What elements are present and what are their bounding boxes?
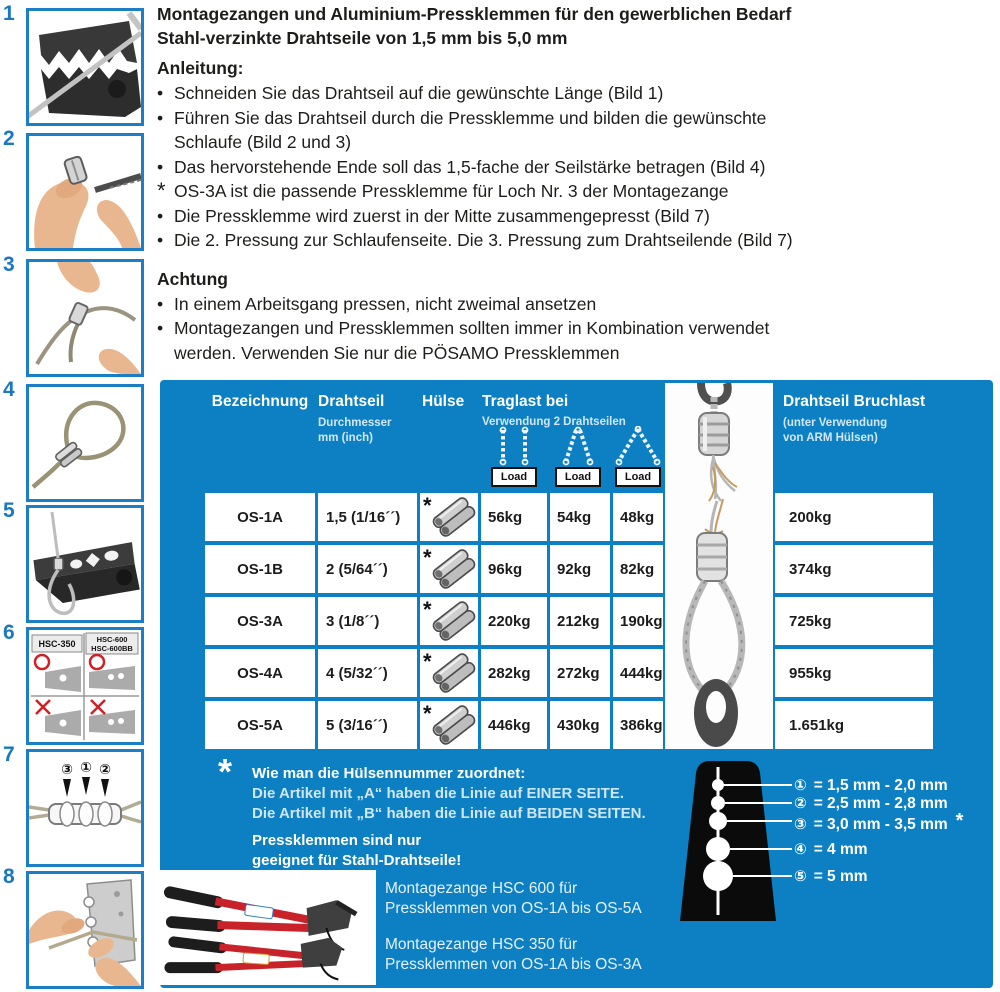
cell-diameter: 2 (5/64´´)	[318, 545, 417, 593]
hands-gauge-plate-icon	[29, 874, 141, 986]
bullet-item	[157, 81, 897, 106]
hole-legend-item-4	[794, 840, 868, 859]
bullet-marker: •	[157, 156, 164, 177]
cell-name: OS-1B	[205, 545, 315, 593]
page-title-line1: Montagezangen und Aluminium-Pressklemmen für den gewerblichen Bedarf	[157, 4, 792, 24]
footnote-line5: geeignet für Stahl-Drahtseile!	[252, 852, 462, 869]
column-subheader-durchmesser: Durchmesser	[318, 417, 392, 429]
bullet-marker: •	[157, 230, 164, 250]
bullet-item	[157, 316, 897, 365]
load-label: Load	[615, 467, 661, 487]
circled-number-1: ①	[794, 777, 807, 794]
bullet-text: Das hervorstehende Ende soll das 1,5-fache der Seilstärke betragen (Bild 4)	[174, 156, 766, 177]
load-chains-wide-angle-icon	[610, 426, 666, 487]
tool-text-hsc600-line2: Pressklemmen von OS-1A bis OS-5A	[385, 900, 642, 917]
cell-bruchlast: 200kg	[775, 493, 933, 541]
step-number-7: 7	[3, 743, 15, 766]
hole-size-text: = 4 mm	[813, 841, 868, 858]
ferrule-icon	[432, 702, 477, 748]
cell-load2: 272kg	[550, 649, 610, 697]
column-header-drahtseil: Drahtseil	[318, 393, 385, 410]
huelse-asterisk: *	[423, 701, 432, 726]
bullet-marker: •	[157, 107, 164, 128]
column-header-huelse: Hülse	[422, 393, 465, 410]
cell-load1: 446kg	[481, 701, 547, 749]
achtung-heading: Achtung	[157, 268, 228, 289]
cell-name: OS-3A	[205, 597, 315, 645]
cell-bruchlast: 955kg	[775, 649, 933, 697]
bullet-text: Schlaufe (Bild 2 und 3)	[174, 132, 352, 152]
ok-circle-mark	[35, 655, 49, 669]
bullet-item-asterisk	[157, 179, 897, 204]
footnote-line3: Die Artikel mit „B“ haben die Linie auf BEIDEN SEITEN.	[252, 805, 646, 822]
footnote-line1: Wie man die Hülsennummer zuordnet:	[252, 765, 526, 782]
cell-bruchlast: 1.651kg	[775, 701, 933, 749]
step-photo-6-tool-comparison	[26, 627, 144, 745]
cell-load1: 96kg	[481, 545, 547, 593]
cell-huelse	[420, 597, 478, 645]
x-mark	[91, 700, 105, 714]
hsc-600-label: HSC-600	[96, 635, 128, 644]
x-mark	[36, 700, 50, 714]
cell-load2: 430kg	[550, 701, 610, 749]
step-number-1: 1	[3, 2, 15, 25]
step-photo-1-cutting-wire	[26, 8, 144, 126]
press-order-1: ①	[80, 759, 92, 775]
cell-load2: 54kg	[550, 493, 610, 541]
bullet-marker: •	[157, 83, 164, 103]
montagezangen-icon	[160, 870, 376, 985]
bullet-marker: •	[157, 318, 164, 338]
circled-number-2: ②	[794, 795, 807, 812]
cell-load3: 82kg	[613, 545, 663, 593]
hands-loop-icon	[29, 262, 141, 374]
press-order-3: ③	[61, 761, 73, 777]
column-header-bezeichnung: Bezeichnung	[211, 393, 309, 410]
bullet-text: Die Pressklemme wird zuerst in der Mitte zusammengepresst (Bild 7)	[174, 205, 710, 226]
tool-text-hsc600-line1: Montagezange HSC 600 für	[385, 880, 578, 897]
cell-load1: 56kg	[481, 493, 547, 541]
tool-comparison-chart-icon	[29, 630, 141, 742]
bullet-text: Montagezangen und Pressklemmen sollten immer in Kombination verwendet	[174, 318, 770, 338]
hole-size-text: = 5 mm	[813, 868, 868, 885]
step-photo-4-loop-with-ferrule	[26, 384, 144, 502]
cell-huelse	[420, 545, 478, 593]
tool-text-hsc350-line2: Pressklemmen von OS-1A bis OS-3A	[385, 956, 642, 973]
press-order-diagram-icon	[29, 752, 141, 864]
column-header-bruchlast: Drahtseil Bruchlast	[783, 393, 926, 410]
anleitung-heading: Anleitung:	[157, 58, 244, 78]
hsc-600bb-label: HSC-600BB	[91, 644, 133, 653]
asterisk-marker: *	[157, 178, 166, 203]
bullet-text: In einem Arbeitsgang pressen, nicht zweimal ansetzen	[174, 293, 597, 314]
column-subheader-bruchlast-2: von ARM Hülsen)	[783, 432, 878, 444]
huelse-asterisk: *	[423, 545, 432, 570]
intro-text-block	[157, 2, 897, 365]
cell-diameter: 1,5 (1/16´´)	[318, 493, 417, 541]
load-chains-narrow-angle-icon	[550, 426, 606, 487]
product-data-panel	[160, 380, 993, 988]
cell-load3: 190kg	[613, 597, 663, 645]
cell-load2: 92kg	[550, 545, 610, 593]
cell-bruchlast: 374kg	[775, 545, 933, 593]
page-title-line2: Stahl-verzinkte Drahtseile von 1,5 mm bis 5,0 mm	[157, 28, 568, 48]
cell-name: OS-1A	[205, 493, 315, 541]
cell-load1: 220kg	[481, 597, 547, 645]
hole-legend-item-2	[794, 794, 948, 813]
hsc-350-label: HSC-350	[38, 639, 76, 649]
cell-huelse	[420, 649, 478, 697]
step-number-6: 6	[3, 621, 15, 644]
hole-size-text: = 1,5 mm - 2,0 mm	[813, 777, 948, 794]
column-subheader-bruchlast-1: (unter Verwendung	[783, 417, 888, 429]
bullet-marker: •	[157, 205, 164, 226]
pliers-photo	[160, 870, 376, 985]
bullet-text: werden. Verwenden Sie nur die PÖSAMO Pressklemmen	[174, 342, 620, 363]
hole-legend-item-5	[794, 867, 868, 886]
cell-name: OS-5A	[205, 701, 315, 749]
load-label: Load	[491, 467, 537, 487]
step-photo-3-threading-loop	[26, 259, 144, 377]
crimp-hole-gauge-silhouette	[660, 753, 792, 925]
huelse-asterisk: *	[423, 493, 432, 518]
ok-circle-mark	[90, 655, 104, 669]
circled-number-5: ⑤	[794, 868, 807, 885]
cell-diameter: 4 (5/32´´)	[318, 649, 417, 697]
footnote-line4: Pressklemmen sind nur	[252, 832, 422, 849]
hole-size-text: = 2,5 mm - 2,8 mm	[813, 795, 948, 812]
ferrule-icon	[432, 598, 477, 644]
cell-load3: 48kg	[613, 493, 663, 541]
crimping-tool-holes-icon	[29, 508, 141, 620]
huelse-asterisk: *	[423, 649, 432, 674]
step-number-5: 5	[3, 499, 15, 522]
ferrule-icon	[432, 650, 477, 696]
column-subheader-mm-inch: mm (inch)	[318, 432, 373, 444]
bullet-item	[157, 106, 897, 155]
column-subheader-verwendung: Verwendung 2 Drahtseilen	[482, 416, 626, 428]
step-number-4: 4	[3, 378, 15, 401]
bullet-item	[157, 155, 897, 180]
step-number-8: 8	[3, 865, 15, 888]
ferrule-icon	[432, 546, 477, 592]
circled-number-3: ③	[794, 816, 807, 833]
bullet-marker: •	[157, 293, 164, 314]
bullet-text: Schneiden Sie das Drahtseil auf die gewünschte Länge (Bild 1)	[174, 83, 664, 103]
cell-huelse	[420, 701, 478, 749]
hole-size-text: = 3,0 mm - 3,5 mm	[813, 816, 948, 833]
wire-loop-icon	[29, 387, 141, 499]
tool-text-hsc350-line1: Montagezange HSC 350 für	[385, 936, 578, 953]
step-photo-5-tool-holes	[26, 505, 144, 623]
cell-name: OS-4A	[205, 649, 315, 697]
huelse-asterisk: *	[423, 597, 432, 622]
press-order-2: ②	[99, 761, 111, 777]
step-photo-8-gauge-plate	[26, 871, 144, 989]
bullet-text: Führen Sie das Drahtseil durch die Pressklemme und bilden die gewünschte	[174, 107, 767, 128]
hole-legend-item-3	[794, 812, 963, 835]
step-photo-7-press-order	[26, 749, 144, 867]
crimping-tool-jaws-icon	[29, 11, 141, 123]
cell-load3: 386kg	[613, 701, 663, 749]
wire-rope-break-photo	[665, 383, 773, 749]
cell-huelse	[420, 493, 478, 541]
bullet-text: OS-3A ist die passende Pressklemme für Loch Nr. 3 der Montagezange	[174, 181, 729, 201]
step-number-2: 2	[3, 127, 15, 150]
bullet-item	[157, 228, 897, 253]
cell-diameter: 5 (3/16´´)	[318, 701, 417, 749]
step-number-3: 3	[3, 253, 15, 276]
circled-number-4: ④	[794, 841, 807, 858]
cell-bruchlast: 725kg	[775, 597, 933, 645]
bullet-item	[157, 204, 897, 229]
cell-diameter: 3 (1/8´´)	[318, 597, 417, 645]
cell-load1: 282kg	[481, 649, 547, 697]
hole-legend-item-1	[794, 776, 948, 795]
hands-ferrule-wire-icon	[29, 136, 141, 248]
column-header-traglast: Traglast bei	[482, 393, 569, 410]
load-label: Load	[555, 467, 601, 487]
bullet-item	[157, 292, 897, 317]
footnote-line2: Die Artikel mit „A“ haben die Linie auf EINER SEITE.	[252, 785, 625, 802]
load-chains-straight-icon	[486, 426, 542, 487]
cell-load2: 212kg	[550, 597, 610, 645]
bullet-text: Die 2. Pressung zur Schlaufenseite. Die 3. Pressung zum Drahtseilende (Bild 7)	[174, 230, 793, 250]
step-photo-2-ferrule-and-wire	[26, 133, 144, 251]
cell-load3: 444kg	[613, 649, 663, 697]
ferrule-icon	[432, 494, 477, 540]
footnote-asterisk: *	[218, 751, 233, 792]
legend-asterisk: *	[955, 810, 964, 832]
